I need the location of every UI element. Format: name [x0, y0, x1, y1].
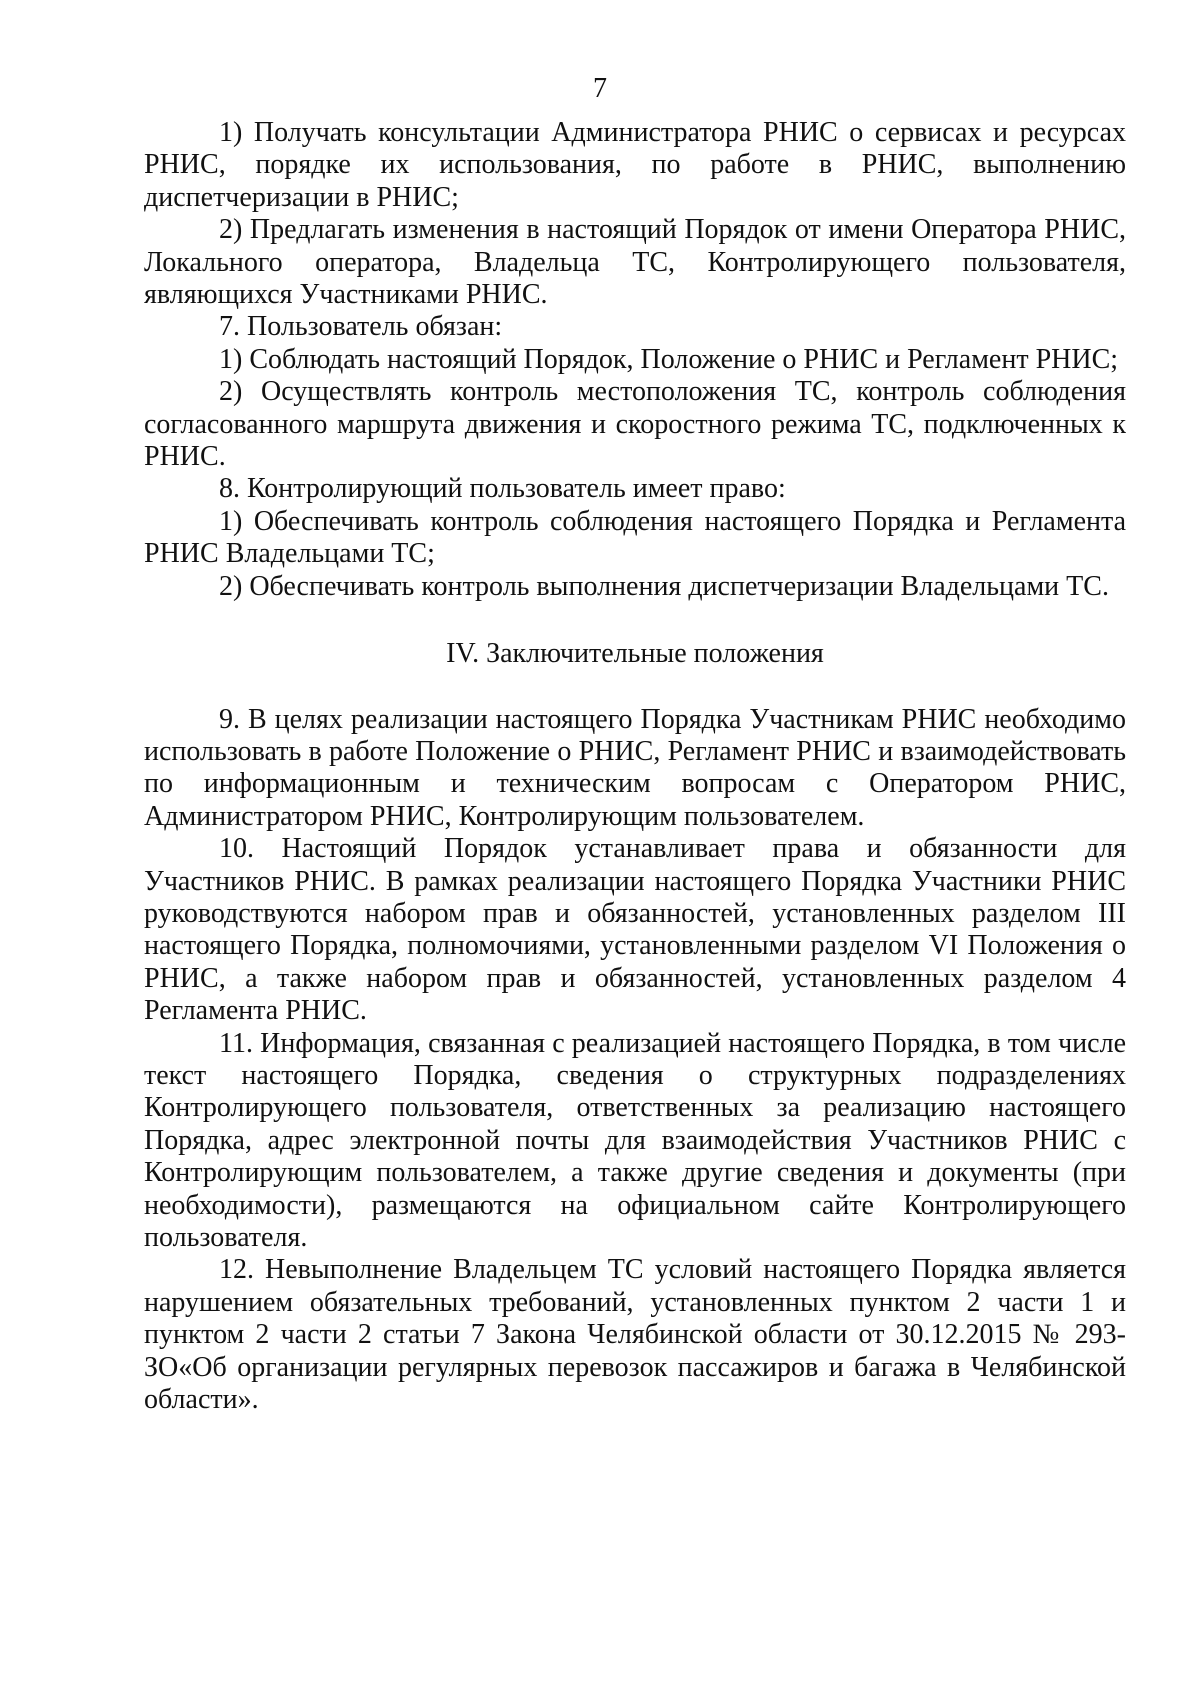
page-number: 7	[593, 73, 607, 104]
paragraph-right-consultations: 1) Получать консультации Администратора РНИС о сервисах и ресурсах РНИС, порядке их использования, по работе в РНИС, выполнению диспетчеризации в РНИС;	[144, 117, 1126, 213]
paragraph-right-ensure-dispatch: 2) Обеспечивать контроль выполнения диспетчеризации Владельцами ТС.	[219, 570, 1109, 602]
section-heading: IV. Заключительные положения	[446, 638, 824, 670]
paragraph-clause-11: 11. Информация, связанная с реализацией настоящего Порядка, в том числе текст настоящего Порядка, сведения о структурных подразделениях Контролирующего пользователя, ответственных за реализацию настоящего Порядка, адрес электронной почты для взаимодействия Участников РНИС с Контролирующим пользователем, а также другие сведения и документы (при необходимости), размещаются на официальном сайте Контролирующего пользователя.	[144, 1027, 1126, 1253]
paragraph-clause-10: 10. Настоящий Порядок устанавливает права и обязанности для Участников РНИС. В рамках реализации настоящего Порядка Участники РНИС руководствуются набором прав и обязанностей, установленных разделом III настоящего Порядка, полномочиями, установленными разделом VI Положения о РНИС, а также набором прав и обязанностей, установленных разделом 4 Регламента РНИС.	[144, 833, 1126, 1027]
paragraph-controlling-user-rights: 8. Контролирующий пользователь имеет право:	[219, 473, 786, 505]
paragraph-right-ensure-compliance: 1) Обеспечивать контроль соблюдения настоящего Порядка и Регламента РНИС Владельцами ТС;	[144, 505, 1126, 570]
paragraph-obligation-comply: 1) Соблюдать настоящий Порядок, Положение о РНИС и Регламент РНИС;	[219, 343, 1119, 375]
paragraph-user-obligations: 7. Пользователь обязан:	[219, 311, 503, 343]
document-body	[144, 117, 1126, 1416]
paragraph-clause-12: 12. Невыполнение Владельцем ТС условий настоящего Порядка является нарушением обязательных требований, установленных пунктом 2 части 1 и пунктом 2 части 2 статьи 7 Закона Челябинской области от 30.12.2015 № 293-ЗО«Об организации регулярных перевозок пассажиров и багажа в Челябинской области».	[144, 1254, 1126, 1416]
paragraph-obligation-monitor: 2) Осуществлять контроль местоположения ТС, контроль соблюдения согласованного маршрута движения и скоростного режима ТС, подключенных к РНИС.	[144, 376, 1126, 473]
paragraph-clause-9: 9. В целях реализации настоящего Порядка Участникам РНИС необходимо использовать в работе Положение о РНИС, Регламент РНИС и взаимодействовать по информационным и техническим вопросам с Оператором РНИС, Администратором РНИС, Контролирующим пользователем.	[144, 703, 1126, 832]
paragraph-right-propose-changes: 2) Предлагать изменения в настоящий Порядок от имени Оператора РНИС, Локального оператора, Владельца ТС, Контролирующего пользователя, являющихся Участниками РНИС.	[144, 214, 1126, 311]
